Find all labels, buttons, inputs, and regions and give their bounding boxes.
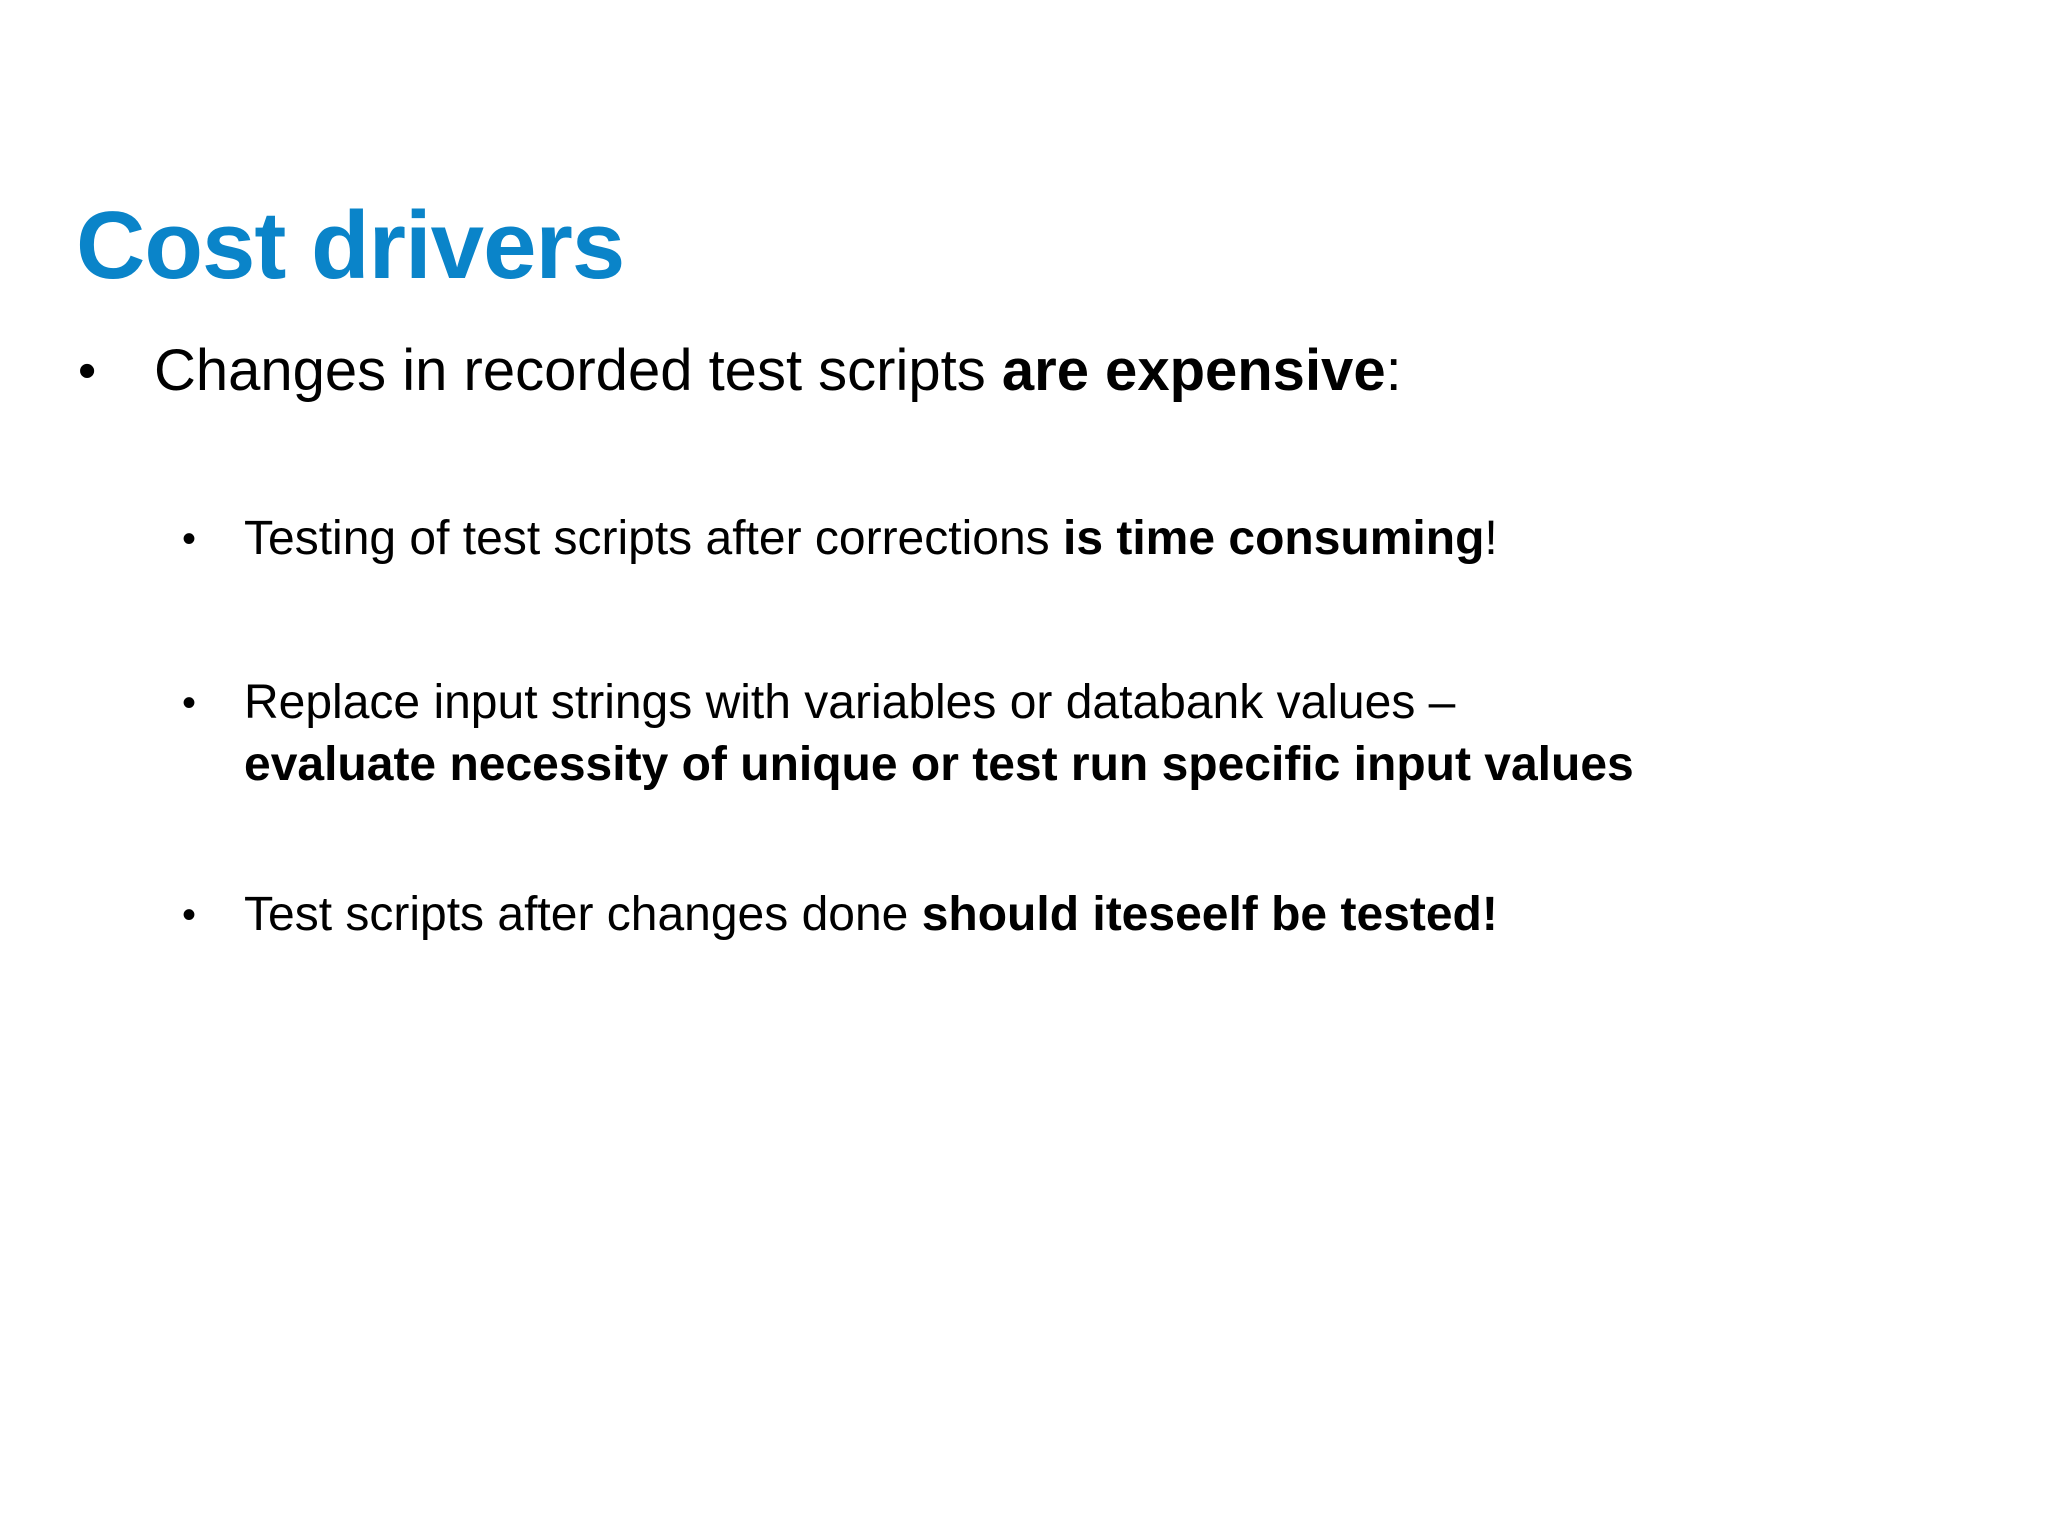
bullet-icon: • — [182, 517, 197, 561]
sub-bullet-2 — [182, 672, 1634, 796]
bullet-icon: • — [182, 681, 197, 725]
main-bullet — [78, 335, 1402, 407]
bullet-icon: • — [182, 893, 197, 937]
sub-bullet-1 — [182, 508, 1498, 570]
sub-bullet-3-text: Test scripts after changes done should iteseelf be tested! — [244, 888, 1498, 941]
sub-bullet-1-text: Testing of test scripts after corrections is time consuming! — [244, 512, 1498, 565]
main-bullet-text: Changes in recorded test scripts are expensive: — [154, 338, 1402, 403]
sub-bullet-3 — [182, 884, 1498, 946]
slide-title: Cost drivers — [76, 192, 625, 299]
bullet-icon: • — [78, 342, 97, 400]
sub-bullet-2-text: Replace input strings with variables or databank values – evaluate necessity of unique or test run specific input values — [244, 676, 1634, 791]
